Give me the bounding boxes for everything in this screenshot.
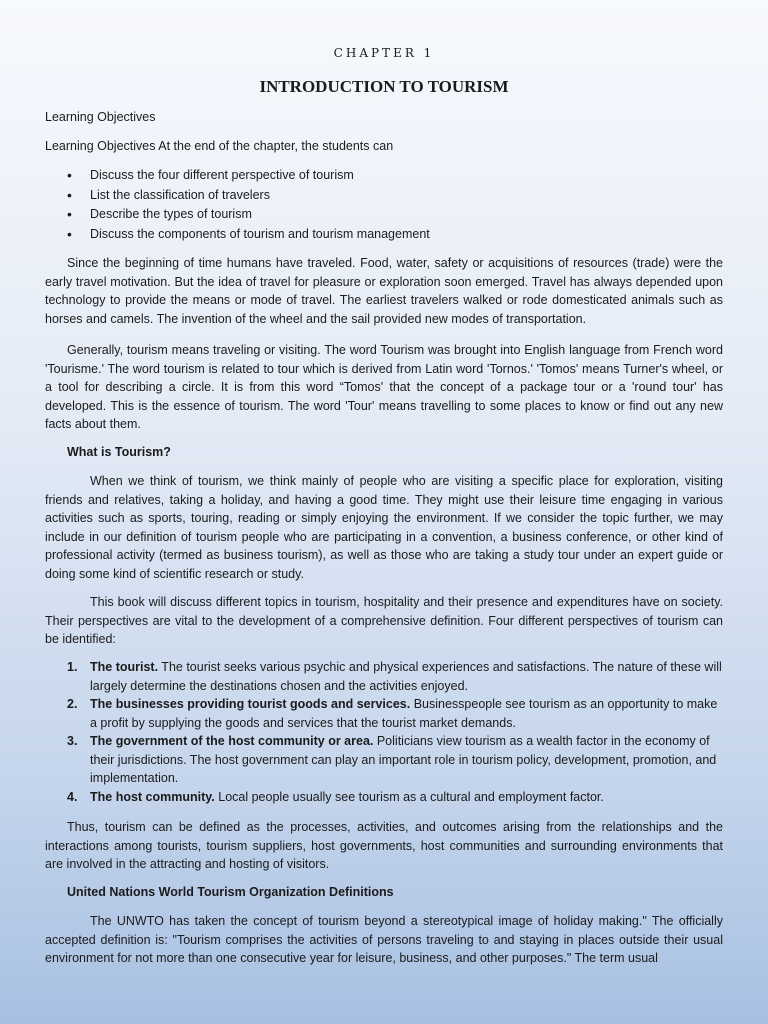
paragraph-definition: When we think of tourism, we think mainly of people who are visiting a specific place for exploration, visiting friends and relatives, taking a holiday, and having a good time. They might use their leisure time engaging in various activities such as sports, touring, reading or simply enjoying the environment. If we consider the topic further, we may include in our definition of tourism people who are participating in a convention, a business conference, or other kind of professional activity (termed as business tourism), as well as those who are taking a study tour under an expert guide or doing some kind of scientific research or study. bbox=[45, 474, 723, 581]
perspective-text: Local people usually see tourism as a cultural and employment factor. bbox=[214, 789, 604, 804]
paragraph-tourism-definition: Thus, tourism can be defined as the processes, activities, and outcomes arising from the relationships and the interactions among tourists, tourism suppliers, host governments, host communities and surrounding environments that are involved in the attracting and hosting of visitors. bbox=[45, 820, 723, 872]
perspective-title: The tourist. bbox=[90, 660, 159, 674]
chapter-label: CHAPTER 1 bbox=[333, 46, 435, 60]
perspectives-list bbox=[45, 658, 723, 806]
paragraph-history: Since the beginning of time humans have traveled. Food, water, safety or acquisitions of resources (trade) were the early travel motivation. But the idea of travel for pleasure or exploration soon emerged. Travel has always depended upon technology to provide the means or mode of travel. The earliest travelers walked or rode domesticated animals such as horses and camels. The invention of the wheel and the sail provided new modes of transportation. bbox=[45, 256, 723, 326]
learning-objectives-intro: Learning Objectives At the end of the chapter, the students can bbox=[45, 139, 394, 153]
objective-text: Describe the types of tourism bbox=[90, 207, 252, 221]
list-number: 3. bbox=[67, 734, 78, 748]
perspective-title: The businesses providing tourist goods and services. bbox=[90, 697, 411, 711]
perspective-text: Politicians view tourism as a wealth factor in the economy of their jurisdictions. The host government can play an important role in tourism policy, development, promotion, and implementation. bbox=[90, 734, 717, 785]
page-title: INTRODUCTION TO TOURISM bbox=[259, 77, 509, 96]
perspective-title: The government of the host community or area. bbox=[90, 734, 374, 748]
what-is-tourism-heading: What is Tourism? bbox=[67, 445, 171, 459]
list-number: 1. bbox=[67, 660, 78, 674]
objective-text: List the classification of travelers bbox=[90, 187, 270, 202]
list-item bbox=[45, 205, 723, 225]
list-number: 2. bbox=[67, 697, 78, 711]
bullet-icon: • bbox=[67, 206, 72, 222]
perspective-text: Businesspeople see tourism as an opportunity to make a profit by supplying the goods and services that the tourist market demands. bbox=[90, 697, 718, 730]
list-item bbox=[45, 225, 723, 245]
list-item bbox=[45, 695, 723, 732]
list-item bbox=[45, 788, 723, 807]
unwto-heading: United Nations World Tourism Organization Definitions bbox=[67, 885, 394, 899]
perspective-text: The tourist seeks various psychic and physical experiences and satisfactions. The nature of these will largely determine the destinations chosen and the activities enjoyed. bbox=[90, 660, 722, 693]
list-item bbox=[45, 658, 723, 695]
paragraph-etymology: Generally, tourism means traveling or visiting. The word Tourism was brought into English language from French word 'Tourisme.' The word tourism is related to tour which is derived from Latin word 'Tornos.' 'Tomos' means Turner's wheel, or a tool for describing a circle. It is from this word “Tomos' that the concept of a package tour or a 'round tour' has developed. This is the essence of tourism. The word 'Tour' means travelling to some places to know or find out any new facts about them. bbox=[45, 343, 723, 432]
list-number: 4. bbox=[67, 789, 78, 804]
paragraph-unwto: The UNWTO has taken the concept of tourism beyond a stereotypical image of holiday making." The officially accepted definition is: "Tourism comprises the activities of persons traveling to and staying in places outside their usual environment for not more than one consecutive year for leisure, business, and other purposes." The term usual bbox=[45, 914, 723, 966]
learning-objectives-list bbox=[45, 166, 723, 244]
list-item bbox=[45, 166, 723, 186]
paragraph-perspectives-intro: This book will discuss different topics in tourism, hospitality and their presence and expenditures have on society. Their perspectives are vital to the development of a comprehensive definition. Four different perspectives of tourism can be identified: bbox=[45, 595, 723, 647]
perspective-title: The host community. bbox=[90, 789, 215, 804]
list-item bbox=[45, 186, 723, 206]
objective-text: Discuss the four different perspective of tourism bbox=[90, 168, 354, 182]
objective-text: Discuss the components of tourism and tourism management bbox=[90, 226, 430, 241]
bullet-icon: • bbox=[67, 225, 72, 242]
learning-objectives-heading: Learning Objectives bbox=[45, 110, 156, 124]
bullet-icon: • bbox=[67, 186, 72, 203]
bullet-icon: • bbox=[67, 167, 72, 183]
list-item bbox=[45, 732, 723, 788]
